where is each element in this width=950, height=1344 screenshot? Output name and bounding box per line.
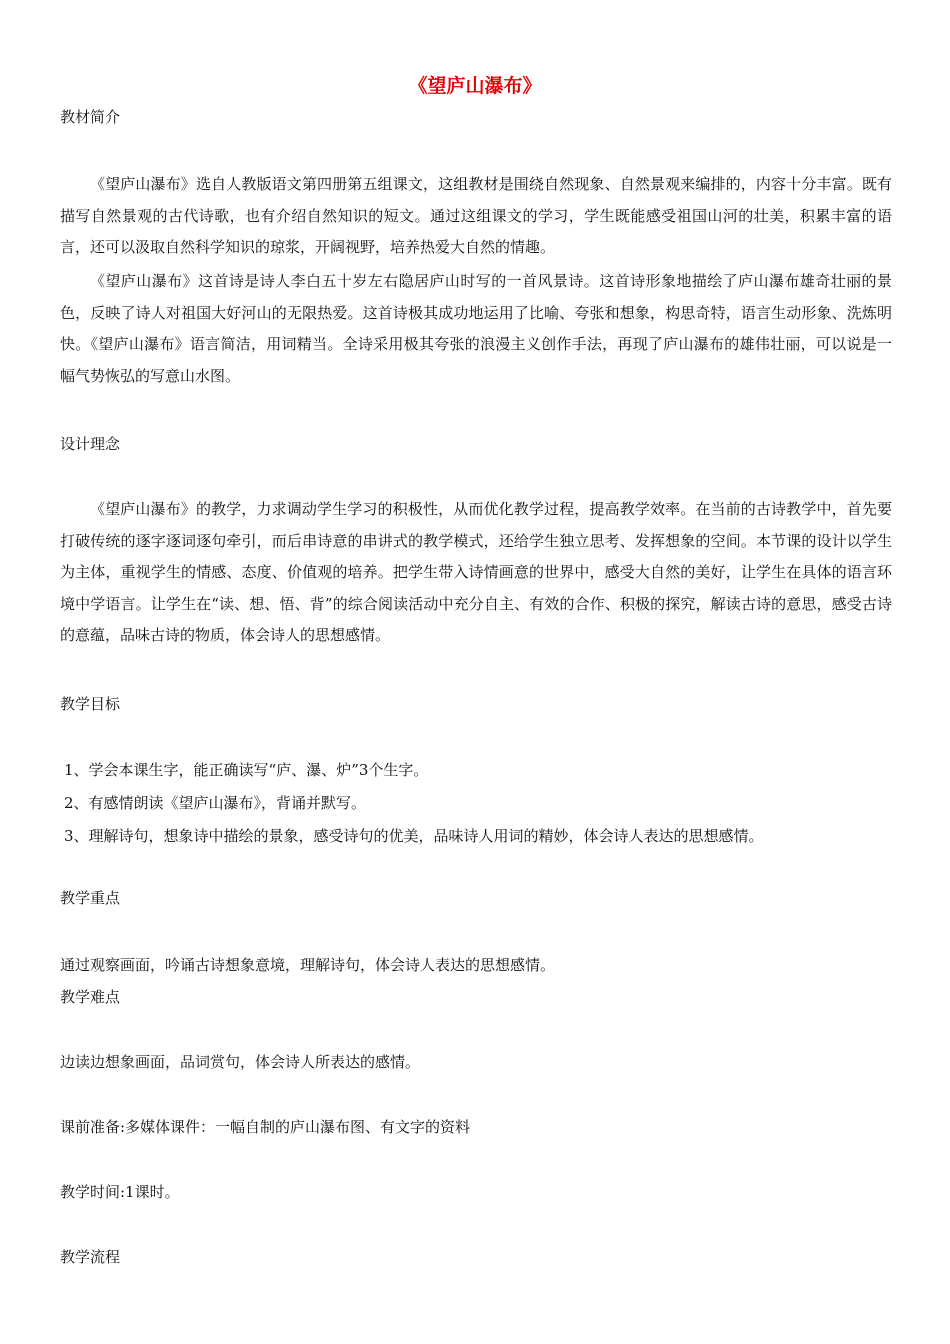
preparation-text: 课前准备:多媒体课件：一幅自制的庐山瀑布图、有文字的资料	[60, 1118, 471, 1136]
goal-item-1: 1、学会本课生字，能正确读写“庐、瀑、炉”3个生字。	[64, 761, 429, 779]
intro-paragraph-2: 《望庐山瀑布》这首诗是诗人李白五十岁左右隐居庐山时写的一首风景诗。这首诗形象地描绘了庐山瀑布雄奇壮丽的景色，反映了诗人对祖国大好河山的无限热爱。这首诗极其成功地运用了比喻、夸张和想象，构思奇特，语言生动形象、洗炼明快。《望庐山瀑布》语言简洁，用词精当。全诗采用极其夸张的浪漫主义创作手法，再现了庐山瀑布的雄伟壮丽，可以说是一幅气势恢弘的写意山水图。	[60, 272, 892, 385]
section-heading-process: 教学流程	[60, 1248, 121, 1266]
section-heading-intro: 教材简介	[60, 108, 121, 126]
section-heading-key-points: 教学重点	[60, 889, 121, 907]
time-text: 教学时间:1课时。	[60, 1183, 180, 1201]
intro-paragraph-1: 《望庐山瀑布》选自人教版语文第四册第五组课文，这组教材是围绕自然现象、自然景观来编排的，内容十分丰富。既有描写自然景观的古代诗歌，也有介绍自然知识的短文。通过这组课文的学习，学生既能感受祖国山河的壮美，积累丰富的语言，还可以汲取自然科学知识的琼浆，开阔视野，培养热爱大自然的情趣。	[60, 175, 892, 256]
goal-item-3: 3、理解诗句，想象诗中描绘的景象，感受诗句的优美，品味诗人用词的精妙，体会诗人表达的思想感情。	[64, 827, 764, 845]
section-heading-goals: 教学目标	[60, 695, 121, 713]
section-heading-concept: 设计理念	[60, 435, 121, 453]
document-title: 《望庐山瀑布》	[408, 75, 542, 97]
difficulties-text: 边读边想象画面，品词赏句，体会诗人所表达的感情。	[60, 1053, 421, 1071]
concept-paragraph: 《望庐山瀑布》的教学，力求调动学生学习的积极性，从而优化教学过程，提高教学效率。在当前的古诗教学中，首先要打破传统的逐字逐词逐句牵引，而后串诗意的串讲式的教学模式，还给学生独立思考、发挥想象的空间。本节课的设计以学生为主体，重视学生的情感、态度、价值观的培养。把学生带入诗情画意的世界中，感受大自然的美好，让学生在具体的语言环境中学语言。让学生在“读、想、悟、背”的综合阅读活动中充分自主、有效的合作、积极的探究，解读古诗的意思，感受古诗的意蕴，品味古诗的物质，体会诗人的思想感情。	[60, 500, 892, 644]
section-heading-difficulties: 教学难点	[60, 988, 121, 1006]
goal-item-2: 2、有感情朗读《望庐山瀑布》，背诵并默写。	[64, 794, 367, 812]
key-points-text: 通过观察画面，吟诵古诗想象意境，理解诗句，体会诗人表达的思想感情。	[60, 956, 556, 974]
